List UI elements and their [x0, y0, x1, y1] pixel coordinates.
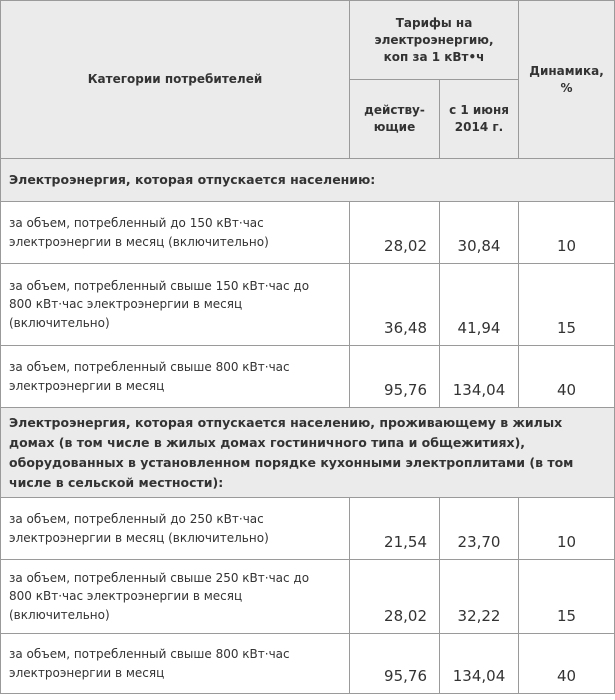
header-dynamics-line1: Динамика,	[529, 63, 604, 78]
dynamics-cell: 40	[519, 346, 615, 408]
june-tariff-cell: 134,04	[440, 634, 519, 694]
row-label-line: (включительно)	[9, 607, 110, 622]
current-tariff-cell: 21,54	[350, 498, 440, 560]
table-row	[1, 264, 615, 346]
section-heading-text: Электроэнергия, которая отпускается населению:	[9, 172, 376, 187]
section-heading-line: оборудованных в установленном порядке кухонными электроплитами (в том	[9, 454, 574, 470]
row-label	[1, 346, 350, 408]
header-june	[440, 80, 519, 159]
header-dynamics	[519, 1, 615, 159]
header-tariffs-line1: Тарифы на	[395, 15, 473, 30]
row-label	[1, 560, 350, 634]
dynamics-cell: 40	[519, 634, 615, 694]
row-label	[1, 202, 350, 264]
row-label	[1, 634, 350, 694]
row-label-line: 800 кВт·час электроэнергии в месяц	[9, 297, 243, 312]
dynamics-cell: 15	[519, 264, 615, 346]
row-label-line: за объем, потребленный свыше 800 кВт·час	[9, 647, 290, 661]
current-tariff-cell: 28,02	[350, 560, 440, 634]
row-label-line: электроэнергии в месяц	[9, 378, 165, 393]
dynamics-cell: 15	[519, 560, 615, 634]
header-tariffs-line2: электроэнергию,	[374, 32, 494, 47]
section-heading	[1, 159, 615, 202]
row-label-line: электроэнергии в месяц (включительно)	[9, 234, 269, 249]
header-category	[1, 1, 350, 159]
row-label-line: за объем, потребленный до 250 кВт·час	[9, 512, 264, 526]
row-label	[1, 264, 350, 346]
row-label-line: за объем, потребленный свыше 150 кВт·час до	[9, 278, 310, 293]
table-row	[1, 202, 615, 264]
row-label-line: 800 кВт·час электроэнергии в месяц	[9, 589, 243, 604]
row-label	[1, 498, 350, 560]
row-label-line: за объем, потребленный свыше 800 кВт·час	[9, 360, 290, 374]
header-june-line2: 2014 г.	[454, 120, 504, 134]
row-label-line: электроэнергии в месяц	[9, 665, 165, 680]
current-tariff-cell: 36,48	[350, 264, 440, 346]
table-row	[1, 498, 615, 560]
header-category-text: Категории потребителей	[87, 72, 263, 86]
current-tariff-cell: 28,02	[350, 202, 440, 264]
section-heading-line: Электроэнергия, которая отпускается населению, проживающему в жилых	[9, 414, 563, 430]
header-dynamics-line2: %	[560, 80, 573, 95]
table-row	[1, 346, 615, 408]
section-heading	[1, 408, 615, 498]
june-tariff-cell: 134,04	[440, 346, 519, 408]
row-label-line: за объем, потребленный свыше 250 кВт·час до	[9, 570, 310, 585]
june-tariff-cell: 41,94	[440, 264, 519, 346]
header-tariffs-line3: коп за 1 кВт•ч	[383, 49, 485, 64]
dynamics-cell: 10	[519, 202, 615, 264]
row-label-line: (включительно)	[9, 315, 110, 330]
current-tariff-cell: 95,76	[350, 634, 440, 694]
table-row	[1, 634, 615, 694]
header-current-line1: действу-	[364, 103, 425, 117]
section-heading-line: числе в сельской местности):	[9, 474, 224, 490]
table-row	[1, 560, 615, 634]
row-label-line: за объем, потребленный до 150 кВт·час	[9, 216, 264, 230]
current-tariff-cell: 95,76	[350, 346, 440, 408]
header-june-line1: с 1 июня	[449, 103, 509, 117]
dynamics-cell: 10	[519, 498, 615, 560]
row-label-line: электроэнергии в месяц (включительно)	[9, 530, 269, 545]
header-tariffs	[350, 1, 519, 80]
header-current	[350, 80, 440, 159]
june-tariff-cell: 32,22	[440, 560, 519, 634]
section-heading-line: домах (в том числе в жилых домах гостиничного типа и общежитиях),	[9, 434, 526, 450]
june-tariff-cell: 23,70	[440, 498, 519, 560]
june-tariff-cell: 30,84	[440, 202, 519, 264]
header-current-line2: ющие	[373, 120, 416, 134]
